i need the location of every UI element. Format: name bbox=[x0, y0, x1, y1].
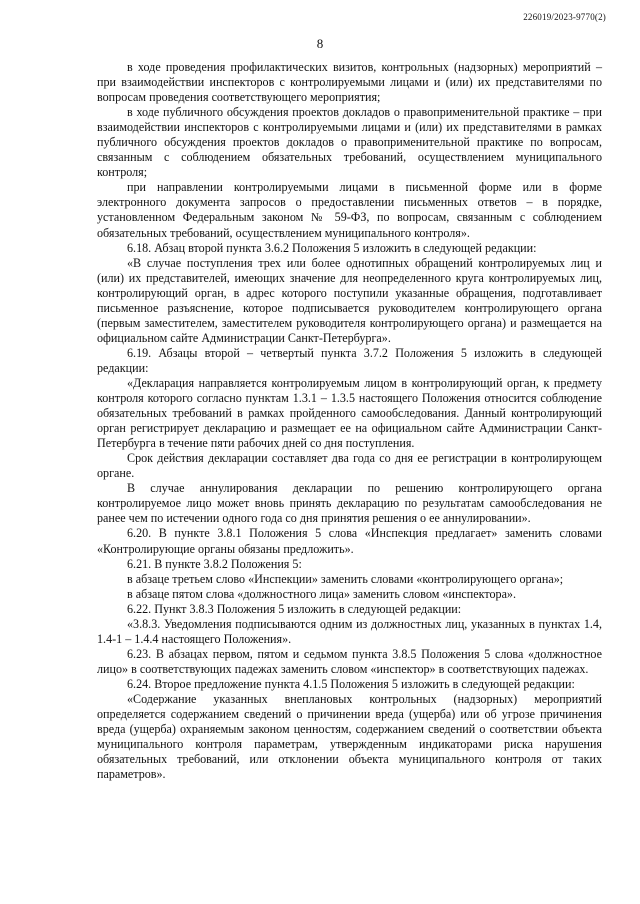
paragraph: «Содержание указанных внеплановых контрольных (надзорных) мероприятий определяется содержанием сведений о причинении вреда (ущерба) или об угрозе причинения вреда (ущерба) охраняемым законом ценностям, содержанием сведений о соответствии объекта муниципального контроля параметрам, утвержденным индикаторами риска нарушения обязательных требований, или отклонении объекта муниципального контроля от таких параметров». bbox=[97, 691, 602, 782]
paragraph: в абзаце пятом слова «должностного лица» заменить словом «инспектора». bbox=[127, 586, 517, 601]
paragraph: 6.21. В пункте 3.8.2 Положения 5: bbox=[127, 556, 302, 571]
document-body bbox=[97, 60, 602, 782]
paragraph: «Декларация направляется контролируемым лицом в контролирующий орган, к предмету контроля которого согласно пунктам 1.3.1 – 1.3.5 настоящего Положения относится соблюдение обязательных требований в рамках пройденного самообследования. Данный контролирующий орган регистрирует декларацию и размещает ее на официальном сайте Администрации Санкт-Петербурга в течение пяти рабочих дней со дня поступления. bbox=[97, 375, 602, 451]
paragraph: в ходе публичного обсуждения проектов докладов о правоприменительной практике – при взаимодействии инспекторов с контролируемыми лицами и (или) их представителями в рамках публичного обсуждения проектов докладов о правоприменительной практике по вопросам, связанным с соблюдением обязательных требований, осуществлением муниципального контроля; bbox=[97, 105, 602, 180]
paragraph: 6.20. В пункте 3.8.1 Положения 5 слова «Инспекция предлагает» заменить словами «Контролирующие органы обязаны предложить». bbox=[97, 526, 602, 556]
paragraph: 6.22. Пункт 3.8.3 Положения 5 изложить в следующей редакции: bbox=[127, 601, 462, 616]
page-number: 8 bbox=[316, 36, 324, 51]
paragraph: «В случае поступления трех или более однотипных обращений контролируемых лиц и (или) их представителей, имеющих значение для неопределенного круга контролируемых лиц, контролирующий орган, в адрес которого поступили указанные обращения, подготавливает письменное разъяснение, которое подписывается руководителем контролирующего органа (первым заместителем, заместителем руководителя контролирующего органа) и размещается на официальном сайте Администрации Санкт-Петербурга». bbox=[97, 255, 602, 345]
paragraph: 6.19. Абзацы второй – четвертый пункта 3.7.2 Положения 5 изложить в следующей редакции: bbox=[97, 345, 602, 375]
paragraph: в абзаце третьем слово «Инспекции» заменить словами «контролирующего органа»; bbox=[127, 571, 564, 586]
document-registration-number: 226019/2023-9770(2) bbox=[523, 12, 606, 22]
paragraph: в ходе проведения профилактических визитов, контрольных (надзорных) мероприятий – при взаимодействии инспекторов с контролируемыми лицами и (или) их представителями по вопросам проведения соответствующего мероприятия; bbox=[97, 60, 602, 105]
paragraph: при направлении контролируемыми лицами в письменной форме или в форме электронного документа запросов о предоставлении письменных ответов – в порядке, установленном Федеральным законом № 59-ФЗ, по вопросам, связанным с соблюдением обязательных требований, осуществлением муниципального контроля». bbox=[97, 180, 602, 240]
paragraph: В случае аннулирования декларации по решению контролирующего органа контролируемое лицо может вновь принять декларацию по результатам самообследования не ранее чем по истечении одного года со дня принятия решения о ее аннулировании». bbox=[97, 481, 602, 526]
paragraph: 6.24. Второе предложение пункта 4.1.5 Положения 5 изложить в следующей редакции: bbox=[127, 676, 575, 691]
paragraph: 6.18. Абзац второй пункта 3.6.2 Положения 5 изложить в следующей редакции: bbox=[127, 240, 537, 255]
paragraph: 6.23. В абзацах первом, пятом и седьмом пункта 3.8.5 Положения 5 слова «должностное лицо» в соответствующих падежах заменить словом «инспектор» в соответствующих падежах. bbox=[97, 646, 602, 676]
paragraph: «3.8.3. Уведомления подписываются одним из должностных лиц, указанных в пунктах 1.4, 1.4-1 – 1.4.4 настоящего Положения». bbox=[97, 616, 602, 646]
paragraph: Срок действия декларации составляет два года со дня ее регистрации в контролирующем органе. bbox=[97, 451, 602, 481]
